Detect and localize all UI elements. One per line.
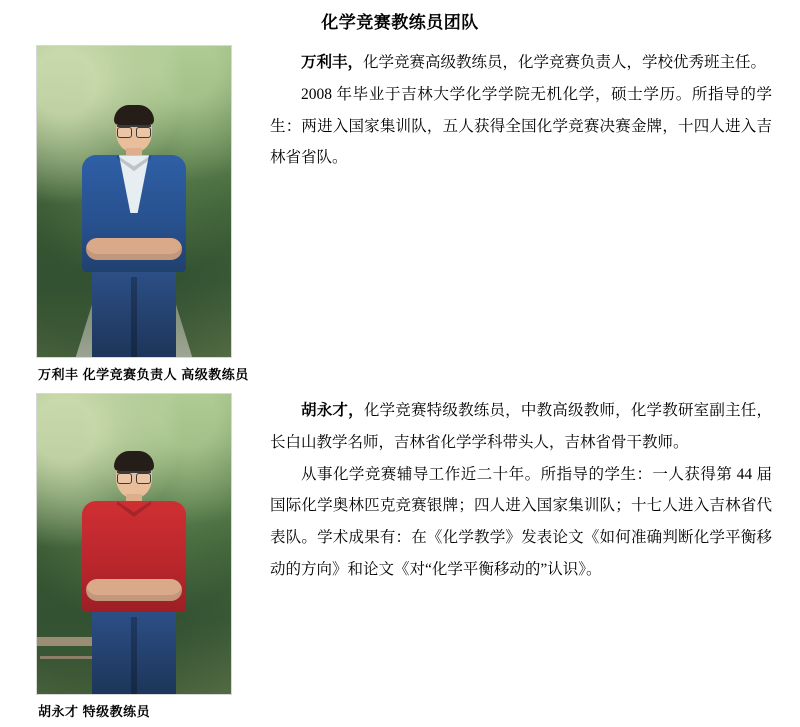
figure-legs	[92, 612, 176, 694]
person-intro-text: 化学竞赛高级教练员，化学竞赛负责人，学校优秀班主任。	[363, 54, 767, 71]
person-intro-paragraph	[270, 395, 772, 459]
glasses-icon	[117, 471, 151, 483]
photo-column	[36, 393, 236, 720]
person-text	[236, 45, 772, 174]
page-title: 化学竞赛教练员团队	[321, 13, 479, 32]
person-intro-text: 化学竞赛特级教练员，中教高级教师，化学教研室副主任，长白山教学名师，吉林省化学学科带头人，吉林省骨干教师。	[270, 402, 772, 451]
person-intro-paragraph	[270, 47, 772, 79]
figure-arms	[86, 579, 182, 601]
photo-caption: 万利丰 化学竞赛负责人 高级教练员	[38, 367, 249, 382]
person-figure	[75, 108, 193, 357]
person-text	[236, 393, 772, 586]
person-block	[0, 393, 800, 720]
figure-hair	[114, 451, 154, 471]
person-photo	[36, 393, 232, 695]
figure-hair	[114, 105, 154, 125]
photo-column	[36, 45, 249, 383]
figure-collar	[117, 501, 151, 517]
person-name: 万利丰，	[301, 54, 364, 71]
person-detail-paragraph: 2008 年毕业于吉林大学化学学院无机化学，硕士学历。所指导的学生：两进入国家集训队，五人获得全国化学竞赛决赛金牌，十四人进入吉林省省队。	[270, 85, 772, 167]
person-block	[0, 45, 800, 383]
person-photo	[36, 45, 232, 358]
figure-legs	[92, 272, 176, 357]
photo-caption: 胡永才 特级教练员	[38, 704, 151, 719]
figure-arms	[86, 238, 182, 260]
glasses-icon	[117, 125, 151, 137]
person-detail-paragraph: 从事化学竞赛辅导工作近二十年。所指导的学生：一人获得第 44 届国际化学奥林匹克竞赛银牌；四人进入国家集训队；十七人进入吉林省代表队。学术成果有：在《化学教学》发表论文《如何准确判断化学平衡移动的方向》和论文《对“化学平衡移动的”认识》。	[270, 465, 772, 578]
figure-shirt	[119, 155, 149, 213]
person-figure	[75, 454, 193, 694]
person-name: 胡永才，	[301, 402, 364, 419]
